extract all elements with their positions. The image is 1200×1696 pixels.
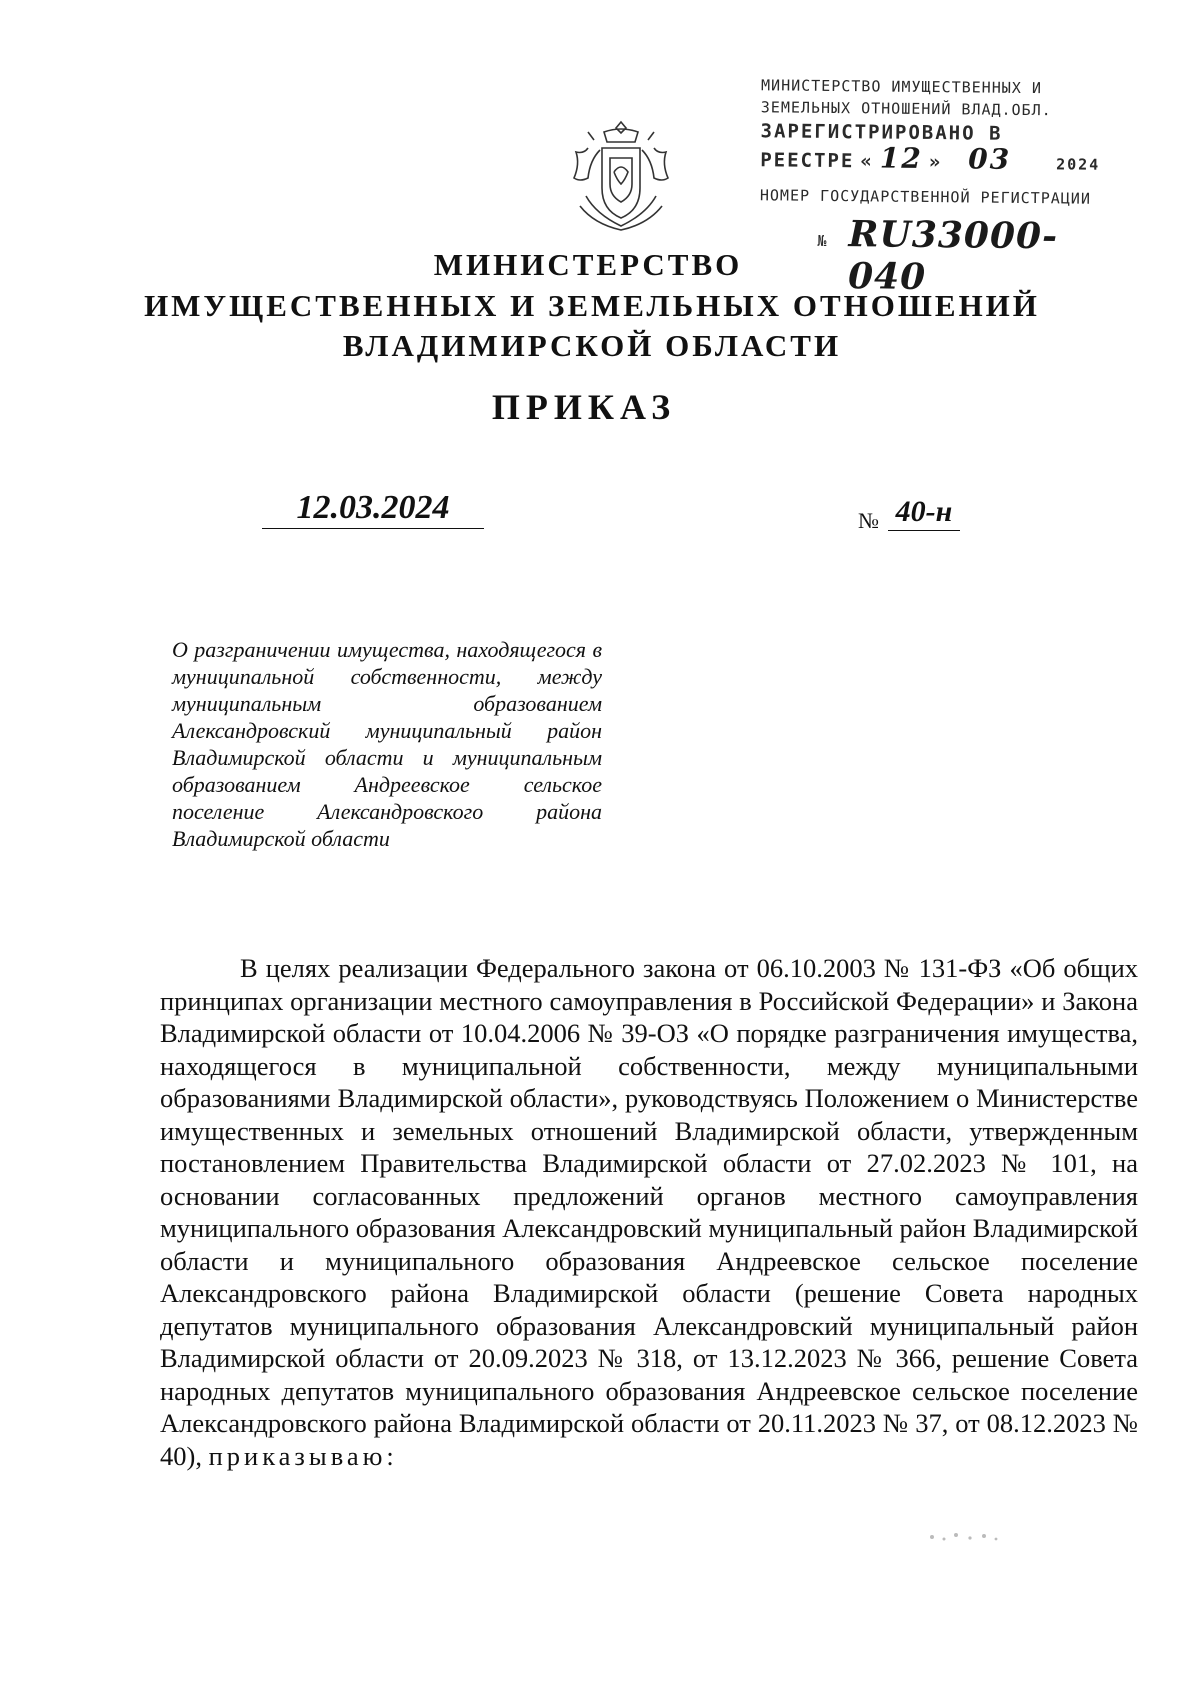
ministry-title-line2: ИМУЩЕСТВЕННЫХ И ЗЕМЕЛЬНЫХ ОТНОШЕНИЙ: [144, 288, 1040, 323]
stamp-date-row: [760, 141, 1101, 178]
stamp-line-region: ЗЕМЕЛЬНЫХ ОТНОШЕНИЙ ВЛАД.ОБЛ.: [760, 98, 1052, 120]
stamp-quote-close: »: [928, 150, 943, 174]
ministry-title-line1: МИНИСТЕРСТВО: [433, 247, 743, 282]
stamp-reg-month: 03: [968, 142, 1012, 176]
order-number-label: №: [858, 508, 879, 533]
stamp-reg-day: 12: [879, 141, 923, 175]
stamp-line-ministry: МИНИСТЕРСТВО ИМУЩЕСТВЕННЫХ И: [760, 76, 1043, 98]
order-subject: О разграничении имущества, находящегося в муниципальной собственности, между муниципальным образованием Александровский муниципальный район Владимирской области и муниципальным образованием Андреевское сельское поселение Александровского района Владимирской области: [172, 637, 602, 851]
scan-smudge-mark: [926, 1527, 1006, 1547]
stamp-reg-year: 2024: [1056, 155, 1101, 174]
stamp-reestr-label: РЕЕСТРЕ: [760, 149, 855, 173]
ministry-title-line3: ВЛАДИМИРСКОЙ ОБЛАСТИ: [342, 328, 842, 363]
stamp-quote-open: «: [860, 150, 874, 173]
order-body-paragraph: В целях реализации Федерального закона от 06.10.2003 № 131-ФЗ «Об общих принципах организации местного самоуправления в Российской Федерации» и Закона Владимирской области от 10.04.2006 № 39-ОЗ «О порядке разграничения имущества, находящегося в муниципальной собственности, между муниципальными образованиями Владимирской области», руководствуясь Положением о Министерстве имущественных и земельных отношений Владимирской области, утвержденным постановлением Правительства Владимирской области от 27.02.2023 № 101, на основании согласованных предложений органов местного самоуправления муниципального образования Александровский муниципальный район Владимирской области и муниципального образования Андреевское сельское поселение Александровского района Владимирской области (решение Совета народных депутатов муниципального образования Александровский муниципальный район Владимирской области от 20.09.2023 № 318, от 13.12.2023 № 366, решение Совета народных депутатов муниципального образования Андреевское сельское поселение Александровского района Владимирской области от 20.11.2023 № 37, от 08.12.2023 № 40),: [160, 953, 1139, 1471]
order-closing-word: приказываю:: [208, 1440, 398, 1471]
order-number: 40-н: [888, 494, 960, 531]
order-body: [160, 952, 1138, 1472]
stamp-no-sign: №: [817, 231, 827, 250]
stamp-line-registered: ЗАРЕГИСТРИРОВАНО В: [760, 120, 1003, 145]
stamp-reg-number: RU33000-040: [847, 213, 1059, 298]
stamp-gosreg-label: НОМЕР ГОСУДАРСТВЕННОЙ РЕГИСТРАЦИИ: [759, 186, 1091, 208]
coat-of-arms-icon: [566, 118, 676, 233]
order-date: 12.03.2024: [262, 488, 484, 529]
document-type-title: ПРИКАЗ: [491, 387, 677, 427]
